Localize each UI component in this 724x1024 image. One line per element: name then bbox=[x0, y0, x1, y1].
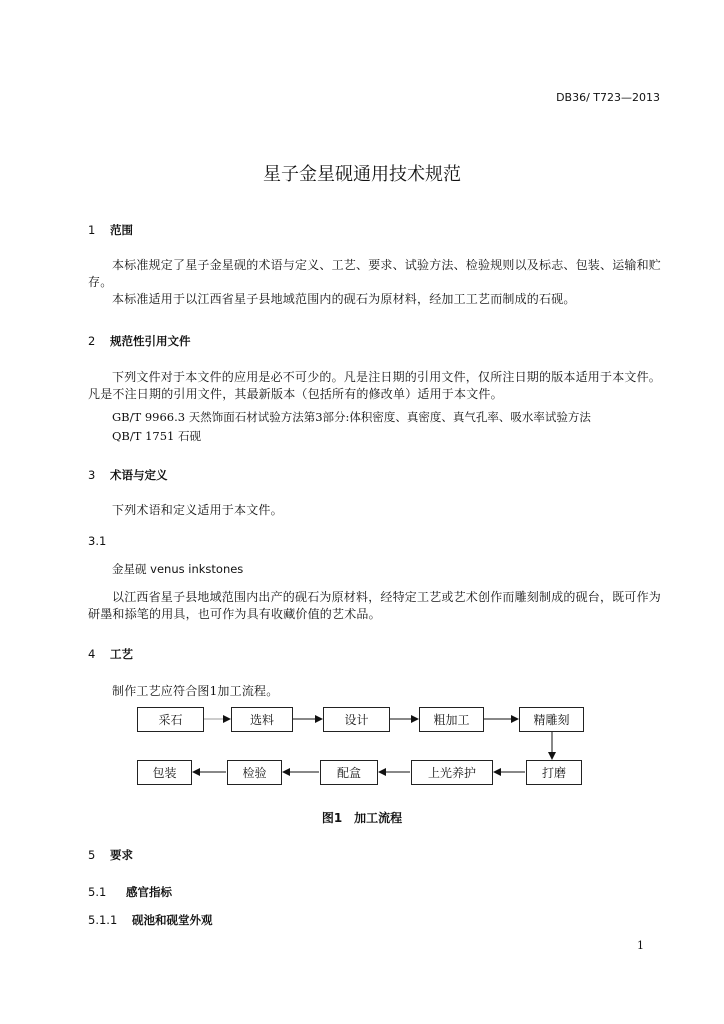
page-number: 1 bbox=[637, 939, 644, 952]
section-5-heading bbox=[88, 847, 133, 863]
section-number: 5.1.1 bbox=[88, 913, 118, 927]
section-title: 要求 bbox=[110, 848, 133, 862]
section-4-paragraph-1: 制作工艺应符合图1加工流程。 bbox=[112, 684, 279, 698]
section-number: 1 bbox=[88, 223, 96, 237]
section-title: 规范性引用文件 bbox=[110, 334, 191, 348]
flow-step-1: 采石 bbox=[137, 707, 204, 732]
section-title: 砚池和砚堂外观 bbox=[132, 913, 213, 927]
section-number: 3 bbox=[88, 468, 96, 482]
section-3-paragraph-1: 下列术语和定义适用于本文件。 bbox=[112, 503, 283, 517]
flow-step-9: 检验 bbox=[227, 760, 282, 785]
flow-step-5: 精雕刻 bbox=[519, 707, 584, 732]
flow-step-10: 包装 bbox=[137, 760, 192, 785]
reference-2: QB/T 1751 石砚 bbox=[112, 429, 202, 443]
section-1-paragraph-2: 本标准适用于以江西省星子县地域范围内的砚石为原材料，经加工工艺而制成的石砚。 bbox=[112, 292, 576, 306]
section-title: 术语与定义 bbox=[110, 468, 168, 482]
section-2-paragraph-1: 下列文件对于本文件的应用是必不可少的。凡是注日期的引用文件，仅所注日期的版本适用于本文件。凡是不注日期的引用文件，其最新版本（包括所有的修改单）适用于本文件。 bbox=[88, 370, 662, 401]
section-5-1-heading bbox=[88, 884, 172, 900]
flow-step-6: 打磨 bbox=[526, 760, 582, 785]
section-number: 5 bbox=[88, 848, 96, 862]
section-number: 5.1 bbox=[88, 885, 107, 899]
section-number: 2 bbox=[88, 334, 96, 348]
flow-step-7: 上光养护 bbox=[411, 760, 493, 785]
section-title: 感官指标 bbox=[126, 885, 172, 899]
section-title: 范围 bbox=[110, 223, 133, 237]
term-definition: 以江西省星子县地域范围内出产的砚石为原材料，经特定工艺或艺术创作而雕刻制成的砚台，既可作为研墨和掭笔的用具，也可作为具有收藏价值的艺术品。 bbox=[88, 590, 662, 621]
section-number: 4 bbox=[88, 647, 96, 661]
flow-step-8: 配盒 bbox=[320, 760, 378, 785]
term-entry: 金星砚 venus inkstones bbox=[112, 562, 244, 576]
page-title: 星子金星砚通用技术规范 bbox=[263, 164, 461, 185]
section-title: 工艺 bbox=[110, 647, 133, 661]
figure-caption: 图1 加工流程 bbox=[321, 811, 403, 825]
reference-1: GB/T 9966.3 天然饰面石材试验方法第3部分:体积密度、真密度、真气孔率、吸水率试验方法 bbox=[112, 410, 591, 424]
flow-step-3: 设计 bbox=[323, 707, 390, 732]
standard-code: DB36/ T723—2013 bbox=[556, 91, 660, 104]
section-1-paragraph-1: 本标准规定了星子金星砚的术语与定义、工艺、要求、试验方法、检验规则以及标志、包装、运输和贮存。 bbox=[88, 258, 662, 289]
flow-step-2: 选料 bbox=[231, 707, 293, 732]
subsection-3-1-number: 3.1 bbox=[88, 534, 107, 548]
section-5-1-1-heading bbox=[88, 912, 213, 928]
flow-step-4: 粗加工 bbox=[419, 707, 484, 732]
